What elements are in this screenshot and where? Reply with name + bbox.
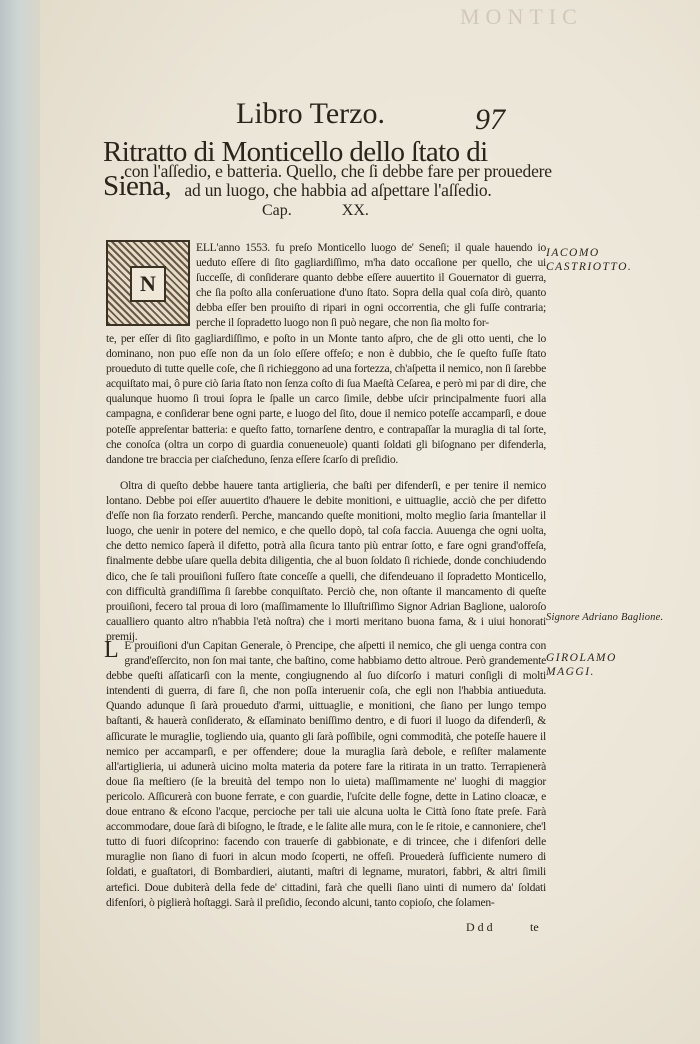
marginal-note-maggi: GIROLAMO MAGGI. xyxy=(546,652,617,678)
marginal-note-baglione: Signore Adriano Baglione. xyxy=(546,612,664,623)
paragraph-1-rest: te, per eſſer di ſito gagliardiſſimo, e poſto in un Monte tanto aſpro, che de gli otto uenti, che lo dominano, non puo eſſe non da un ſolo eſſere offeſo; e non è dubbio, che ſe queſto fuſſe ſtato proueduto di tutte quelle coſe, che ſi richieggono ad una fortezza, ch'aſpetta il nemico, non ſi ſarebbe acquiſtato mai, ô pure ciò ſaria ſtato non ſenza coſto di ſua Maeſtà Ceſarea, e però mi par di dire, che qualunque huomo ſi troui ſopra le ſpalle un carco ſimile, debbe uſcir principalmente fuori alla campagna, e conſiderar bene ogni parte, e luogo del ſito, doue il nemico poteſſe accamparſi, e doue poteſſe appreſentar batteria: e queſto fatto, tornarſene dentro, e contrapaſſar la muraglia di tal ſorte, che conoſca (oltra un corpo di guardia conueneuole) quanti ſoldati gli biſognano per difenderla, dandone tre braccia per ciaſcheduno, ſenza eſſere ſcarſo di preſidio. xyxy=(106,332,546,466)
paragraph-1-top: ELL'anno 1553. fu preſo Monticello luogo de' Seneſi; il quale hauendo io ueduto eſſere di ſito gagliardiſſimo, m'ha dato occaſione per quello, che ui ſucceſſe, di conſiderare quanto debbe eſſere auuertito il Gouernator di guerra, che ſia poſto alla conſeruatione d'uno ſtato. Sopra della qual coſa dirò, quanto debba eſſer ben prouiſto di ripari in ogni occorrentia, che gli fuſſe contraria; perche il ſopradetto luogo non ſi può negare, che non ſia molto for- xyxy=(196,241,546,330)
cap-number: XX. xyxy=(341,202,369,219)
paragraph-3-text: E prouiſioni d'un Capitan Generale, ò Prencipe, che aſpetti il nemico, che gli uenga contra con grand'eſſercito, non ſon mai tante, che baſtino, come habbiamo detto altroue. Però grandemente debbe queſti aſſaticarſi con la mente, congiugnendo al ſuo diſcorſo i maturi conſigli di molti intendenti di guerra, di fare ſi, che non poſſa interuenir coſa, che egli non l'habbia antiueduta. Quando adunque ſi ſarà proueduto d'armi, uittuaglie, e monitioni, che ſiano per lungo tempo baſtanti, & hauerà conſiderato, & eſſaminato beniſſimo dentro, e di fuori il luogo da difenderſi, & aſſicurate le muraglie, togliendo uia, quanto gli ſarà poſſibile, ogni commodità, che poteſſe hauere il nemico per accamparſi, e per offendere; doue la muraglia ſarà debole, e reſiſter malamente all'artiglieria, ui adunerà uicino molta materia da potere fare la ritirata in un tratto. Terrapienerà doue ſia meſtiero (ſe la breuità del tempo non lo uieta) maſſimamente ne' luoghi di maggior pericolo. Aſſicurerà con buone ferrate, e con guardie, l'uſcite delle fogne, dette in Latino cloacæ, e doue entrano & eſcono l'acque, percioche per tali uie alcuna uolta le Città ſono ſtate preſe. Farà accommodare, doue ſarà di biſogno, le ſtrade, e le ſalite alle mura, con le ſe ritoie, e cannoniere, che'l tutto di fuori diſcoprino: facendo con trauerſe di gabbionate, e di trincee, che i difenſori delle muraglie non ſiano di fuori in alcun modo ſcoperti, ne offeſi. Prouederà ſufficiente numero di ſoldati, e guaſtatori, di Bombardieri, aiutanti, maſtri di legname, muratori, fabbri, & altri ſimili artefici. Doue dubiterà della fede de' cittadini, farà che quelli ſiano uinti di numero da' ſoldati difenſori, ò piglierà hoſtaggi. Sarà il preſidio, ſecondo alcuni, tanto copioſo, che ſolamen- xyxy=(106,639,546,909)
chapter-title: Ritratto di Monticello dello ſtato di Siena, xyxy=(103,136,488,202)
initial-letter: N xyxy=(130,266,166,302)
running-head: Libro Terzo. xyxy=(236,97,385,130)
decorated-initial xyxy=(106,240,190,326)
binding-edge xyxy=(0,0,41,1044)
marginal-note-castriotto: IACOMO CASTRIOTTO. xyxy=(546,247,633,273)
chapter-number-line xyxy=(262,202,415,220)
cap-label: Cap. xyxy=(262,202,292,219)
chapter-subtitle: con l'aſſedio, e batteria. Quello, che ſi debbe fare per prouedere ad un luogo, che habbia ad aſpettare l'aſſedio. xyxy=(124,161,552,200)
paragraph-3 xyxy=(106,638,546,910)
catchword: te xyxy=(530,920,539,934)
paragraph-3-initial: L xyxy=(104,637,119,663)
bleed-through-text: MONTIC xyxy=(460,4,583,29)
signature-mark: Ddd xyxy=(466,920,496,934)
paragraph-2: Oltra di queſto debbe hauere tanta artiglieria, che baſti per difenderſi, e per tenire il nemico lontano. Debbe poi eſſer auuertito d'hauere le debite monitioni, e uittuaglie, acciò che per difetto d'eſſe non ſia forzato renderſi. Perche, mancando queſte monitioni, molto meglio ſaria ſmantellar il luogo, che uenir in potere del nemico, e che quello dopò, tal coſa faccia. Auuenga che ogni uolta, che detto nemico ſaperà il difetto, potrà alla ſicura tanto più entrar ſotto, e fare ogni grand'offeſa, finalmente debbe uſare quella debita diligentia, che al buon ſoldato ſi richiede, donde conchiudendo dico, che ſe tali prouiſioni fuſſero ſtate conceſſe a quelli, che difendeuano il ſopradetto Monticello, con difficultà grandiſſima ſi ſarebbe conquiſtato. Perciò che, non oſtante il mancamento di queſte prouiſioni, fecero tal proua di loro (maſſimamente lo Illuſtriſſimo Signor Adrian Baglione, ualoroſo caualliero quanto altro n'habbia l'età noſtra) che i morti meritano buona fama, & i uiui honorati premij. xyxy=(106,479,546,643)
page-number: 97 xyxy=(475,103,505,136)
